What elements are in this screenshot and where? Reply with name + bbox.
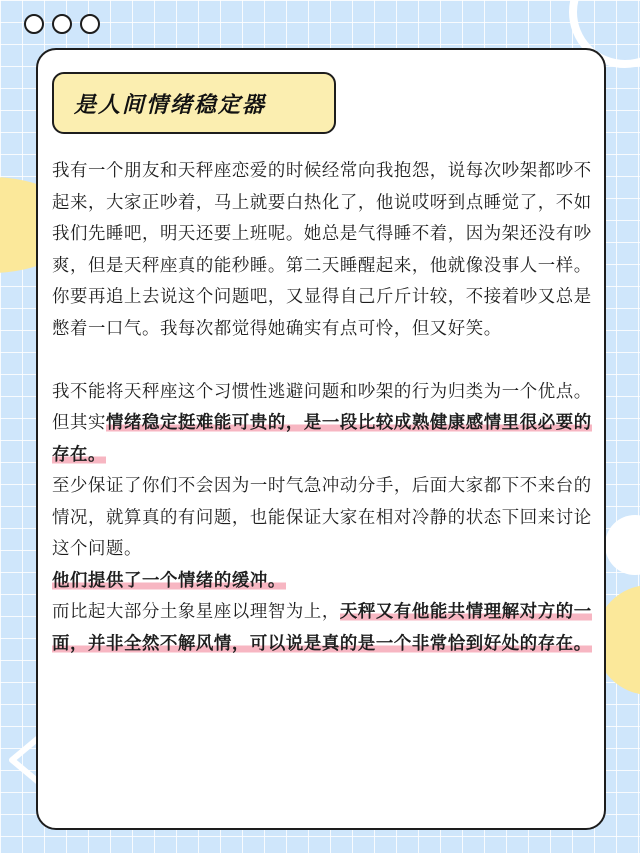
paragraph-6 xyxy=(52,566,592,598)
blank-line xyxy=(52,345,592,377)
paragraph-4-prefix: 但其实 xyxy=(52,413,106,433)
paragraph-4 xyxy=(52,408,592,471)
paragraph-6-highlight: 他们提供了一个情绪的缓冲。 xyxy=(52,570,286,591)
paragraph-2: 你要再追上去说这个问题吧，又显得自己斤斤计较，不接着吵又总是憋着一口气。我每次都觉得她确实有点可怜，但又好笑。 xyxy=(52,287,592,339)
window-dot-2 xyxy=(52,14,72,34)
window-dot-3 xyxy=(80,14,100,34)
paragraph-7-highlight: 天秤又有他能共情理解对方的一面，并非全然不解风情，可以说是真的是一个非常恰到好处的存在。 xyxy=(52,602,592,654)
title-box xyxy=(52,72,336,134)
window-dots xyxy=(24,14,100,34)
paragraph-1: 我有一个朋友和天秤座恋爱的时候经常向我抱怨，说每次吵架都吵不起来，大家正吵着，马上就要白热化了，他说哎呀到点睡觉了，不如我们先睡吧，明天还要上班呢。她总是气得睡不着，因为架还没有吵爽，但是天秤座真的能秒睡。第二天睡醒起来，他就像没事人一样。 xyxy=(52,161,592,276)
paragraph-7 xyxy=(52,597,592,660)
paragraph-3: 我不能将天秤座这个习惯性逃避问题和吵架的行为归类为一个优点。 xyxy=(52,381,592,402)
page-title: 是人间情绪稳定器 xyxy=(74,92,267,118)
window-dot-1 xyxy=(24,14,44,34)
article-body xyxy=(52,156,592,660)
content-card xyxy=(36,48,606,830)
paragraph-4-highlight: 情绪稳定挺难能可贵的，是一段比较成熟健康感情里很必要的存在。 xyxy=(52,413,592,465)
paragraph-5: 至少保证了你们不会因为一时气急冲动分手，后面大家都下不来台的情况，就算真的有问题，也能保证大家在相对冷静的状态下回来讨论这个问题。 xyxy=(52,476,592,559)
paragraph-7-prefix: 而比起大部分土象星座以理智为上， xyxy=(52,602,340,622)
white-circle-right xyxy=(605,515,640,575)
